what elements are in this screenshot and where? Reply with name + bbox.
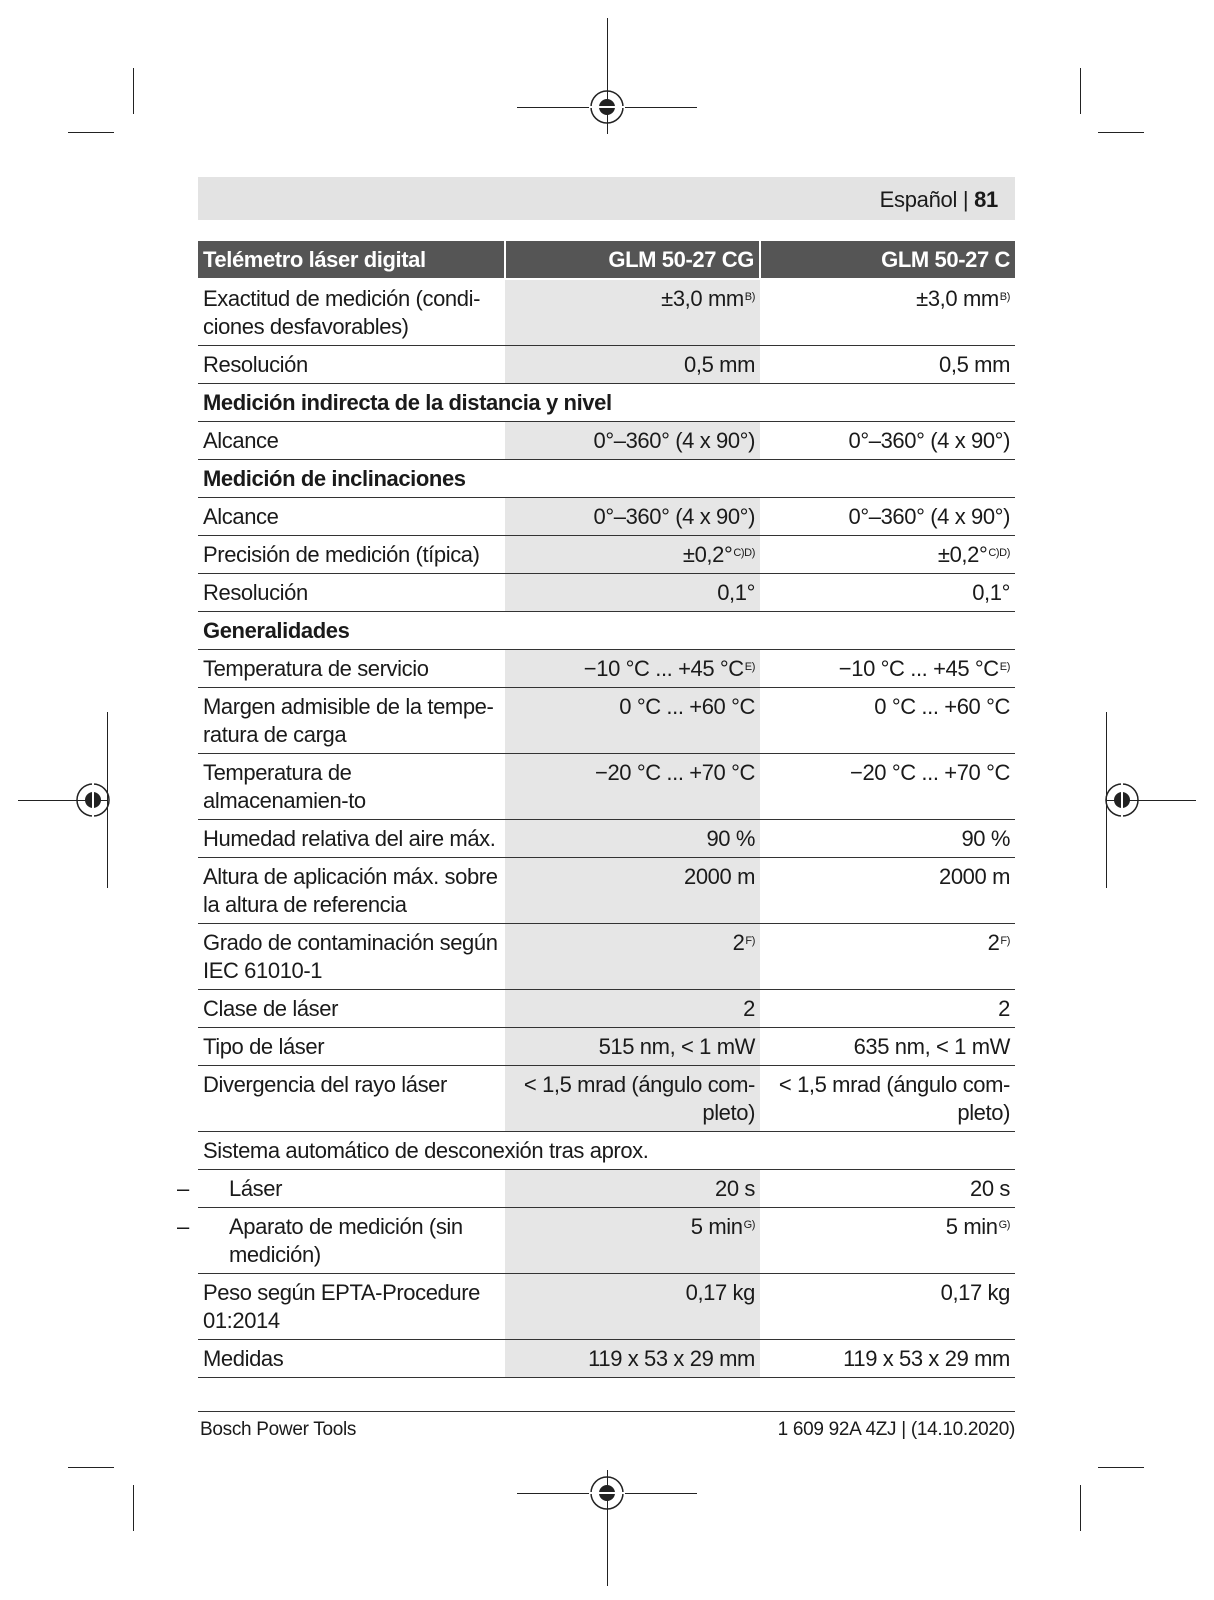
spec-label: Resolución [198, 346, 505, 384]
page-header [198, 177, 1015, 220]
value-glm-50-27-c [760, 924, 1015, 990]
footer-doc-id: 1 609 92A 4ZJ | (14.10.2020) [777, 1419, 1015, 1440]
value-glm-50-27-c [760, 498, 1015, 536]
value-text: 2000 m [939, 864, 1010, 889]
specifications-table [177, 241, 1015, 1378]
spec-label: Resolución [198, 574, 505, 612]
table-header-model-cg: GLM 50-27 CG [505, 241, 760, 279]
value-glm-50-27-c [760, 1208, 1015, 1274]
value-glm-50-27-cg [505, 1340, 760, 1378]
spec-label [177, 1208, 505, 1274]
list-dash: – [177, 1214, 189, 1239]
value-glm-50-27-cg [505, 346, 760, 384]
value-glm-50-27-c [760, 1066, 1015, 1132]
value-text: 0 °C ... +60 °C [874, 694, 1010, 719]
value-text: 0,17 kg [685, 1280, 755, 1305]
value-glm-50-27-cg [505, 1170, 760, 1208]
spec-label: Temperatura de servicio [198, 650, 505, 688]
value-glm-50-27-cg [505, 1028, 760, 1066]
value-text: 2 [743, 996, 755, 1021]
value-text: 0,17 kg [940, 1280, 1010, 1305]
spec-label: Medidas [198, 1340, 505, 1378]
value-glm-50-27-c [760, 1274, 1015, 1340]
value-glm-50-27-c [760, 858, 1015, 924]
table-row [198, 574, 1015, 612]
spec-label: Margen admisible de la tempe-ratura de carga [198, 688, 505, 754]
registration-mark-icon [1104, 782, 1140, 818]
value-text: 2 [732, 930, 745, 955]
value-glm-50-27-c [760, 650, 1015, 688]
table-row [198, 858, 1015, 924]
header-language: Español [879, 187, 958, 212]
footnote-marker: B) [744, 291, 755, 303]
value-text: 635 nm, < 1 mW [853, 1034, 1010, 1059]
footnote-marker: G) [743, 1219, 755, 1231]
registration-mark-icon [75, 782, 111, 818]
value-glm-50-27-c [760, 1170, 1015, 1208]
page-number: 81 [974, 187, 998, 212]
spec-label: Humedad relativa del aire máx. [198, 820, 505, 858]
spec-label: Clase de láser [198, 990, 505, 1028]
value-text: −10 °C ... +45 °C [838, 656, 999, 681]
section-heading: Medición de inclinaciones [198, 460, 1015, 498]
table-row [198, 754, 1015, 820]
section-row [198, 460, 1015, 498]
table-header-model-c: GLM 50-27 C [760, 241, 1015, 279]
value-text: 0 °C ... +60 °C [619, 694, 755, 719]
section-row [198, 612, 1015, 650]
value-glm-50-27-cg [505, 574, 760, 612]
spec-label: Grado de contaminación según IEC 61010-1 [198, 924, 505, 990]
value-text: ±3,0 mm [916, 286, 999, 311]
value-glm-50-27-c [760, 422, 1015, 460]
value-glm-50-27-cg [505, 279, 760, 346]
value-text: 2 [987, 930, 1000, 955]
footer-brand: Bosch Power Tools [200, 1419, 357, 1440]
table-header-row [198, 241, 1015, 279]
table-row [198, 924, 1015, 990]
value-text: 2 [998, 996, 1010, 1021]
value-text: 515 nm, < 1 mW [598, 1034, 755, 1059]
spec-label: Precisión de medición (típica) [198, 536, 505, 574]
value-glm-50-27-c [760, 754, 1015, 820]
footnote-marker: F) [1000, 935, 1010, 947]
footnote-marker: C)D) [733, 547, 755, 559]
value-glm-50-27-c [760, 990, 1015, 1028]
value-glm-50-27-cg [505, 498, 760, 536]
spec-label: Exactitud de medición (condi-ciones desfavorables) [198, 279, 505, 346]
table-row [198, 1028, 1015, 1066]
value-text: 90 % [961, 826, 1010, 851]
value-text: 119 x 53 x 29 mm [588, 1346, 755, 1371]
value-text: 2000 m [684, 864, 755, 889]
value-text: −20 °C ... +70 °C [595, 760, 755, 785]
table-row [198, 1340, 1015, 1378]
value-text: 0,5 mm [684, 352, 755, 377]
value-text: < 1,5 mrad (ángulo com-pleto) [523, 1072, 755, 1125]
note-row [198, 1132, 1015, 1170]
page-header-text [880, 187, 998, 213]
spec-label-text: Aparato de medición (sin medición) [229, 1214, 463, 1267]
value-text: < 1,5 mrad (ángulo com-pleto) [778, 1072, 1010, 1125]
table-header-product: Telémetro láser digital [198, 241, 505, 279]
value-glm-50-27-c [760, 279, 1015, 346]
value-glm-50-27-c [760, 688, 1015, 754]
value-text: ±0,2° [937, 542, 988, 567]
spec-label: Temperatura de almacenamien-to [198, 754, 505, 820]
value-text: 5 min [690, 1214, 743, 1239]
value-text: ±3,0 mm [661, 286, 744, 311]
spec-label: Altura de aplicación máx. sobre la altura de referencia [198, 858, 505, 924]
registration-mark-icon [589, 1475, 625, 1511]
value-glm-50-27-cg [505, 820, 760, 858]
table-row [198, 346, 1015, 384]
value-glm-50-27-c [760, 346, 1015, 384]
value-glm-50-27-cg [505, 858, 760, 924]
table-row [198, 688, 1015, 754]
value-text: 0°–360° (4 x 90°) [593, 504, 755, 529]
section-heading: Medición indirecta de la distancia y nivel [198, 384, 1015, 422]
value-glm-50-27-c [760, 1340, 1015, 1378]
spec-sub-item [177, 1213, 500, 1269]
value-glm-50-27-cg [505, 422, 760, 460]
value-glm-50-27-cg [505, 1066, 760, 1132]
table-row [198, 1208, 1015, 1274]
spec-label: Tipo de láser [198, 1028, 505, 1066]
table-row [198, 990, 1015, 1028]
value-text: 119 x 53 x 29 mm [843, 1346, 1010, 1371]
footnote-marker: G) [998, 1219, 1010, 1231]
value-glm-50-27-cg [505, 754, 760, 820]
spec-sub-item [177, 1175, 500, 1203]
value-glm-50-27-cg [505, 688, 760, 754]
footnote-marker: E) [999, 661, 1010, 673]
value-glm-50-27-c [760, 574, 1015, 612]
value-text: 5 min [945, 1214, 998, 1239]
value-text: 20 s [715, 1176, 755, 1201]
value-text: ±0,2° [682, 542, 733, 567]
table-row [198, 1274, 1015, 1340]
table-row [198, 422, 1015, 460]
table-row [198, 1066, 1015, 1132]
value-glm-50-27-c [760, 820, 1015, 858]
list-dash: – [177, 1176, 189, 1201]
value-text: 20 s [970, 1176, 1010, 1201]
value-text: −20 °C ... +70 °C [850, 760, 1010, 785]
value-glm-50-27-cg [505, 650, 760, 688]
value-text: 0,1° [972, 580, 1010, 605]
value-glm-50-27-cg [505, 1208, 760, 1274]
table-row [198, 1170, 1015, 1208]
value-text: 0°–360° (4 x 90°) [848, 504, 1010, 529]
header-separator: | [962, 187, 969, 212]
spec-label: Divergencia del rayo láser [198, 1066, 505, 1132]
value-text: 90 % [706, 826, 755, 851]
section-heading: Generalidades [198, 612, 1015, 650]
value-text: 0,1° [717, 580, 755, 605]
footnote-marker: F) [745, 935, 755, 947]
value-glm-50-27-cg [505, 990, 760, 1028]
registration-mark-icon [589, 89, 625, 125]
table-row [198, 498, 1015, 536]
spec-label: Alcance [198, 422, 505, 460]
footnote-marker: E) [744, 661, 755, 673]
spec-label: Alcance [198, 498, 505, 536]
table-row [198, 820, 1015, 858]
value-glm-50-27-cg [505, 1274, 760, 1340]
table-body [177, 279, 1015, 1378]
spec-label-text: Láser [229, 1176, 283, 1201]
spec-label: Peso según EPTA-Procedure 01:2014 [198, 1274, 505, 1340]
value-glm-50-27-c [760, 536, 1015, 574]
value-glm-50-27-c [760, 1028, 1015, 1066]
value-text: 0°–360° (4 x 90°) [848, 428, 1010, 453]
spec-label [177, 1170, 505, 1208]
note-text: Sistema automático de desconexión tras aprox. [198, 1132, 1015, 1170]
section-row [198, 384, 1015, 422]
value-glm-50-27-cg [505, 536, 760, 574]
value-glm-50-27-cg [505, 924, 760, 990]
value-text: 0°–360° (4 x 90°) [593, 428, 755, 453]
table-row [198, 536, 1015, 574]
value-text: 0,5 mm [939, 352, 1010, 377]
value-text: −10 °C ... +45 °C [583, 656, 744, 681]
footer-rule [198, 1411, 1015, 1412]
footnote-marker: C)D) [988, 547, 1010, 559]
table-row [198, 279, 1015, 346]
footnote-marker: B) [999, 291, 1010, 303]
table-row [198, 650, 1015, 688]
